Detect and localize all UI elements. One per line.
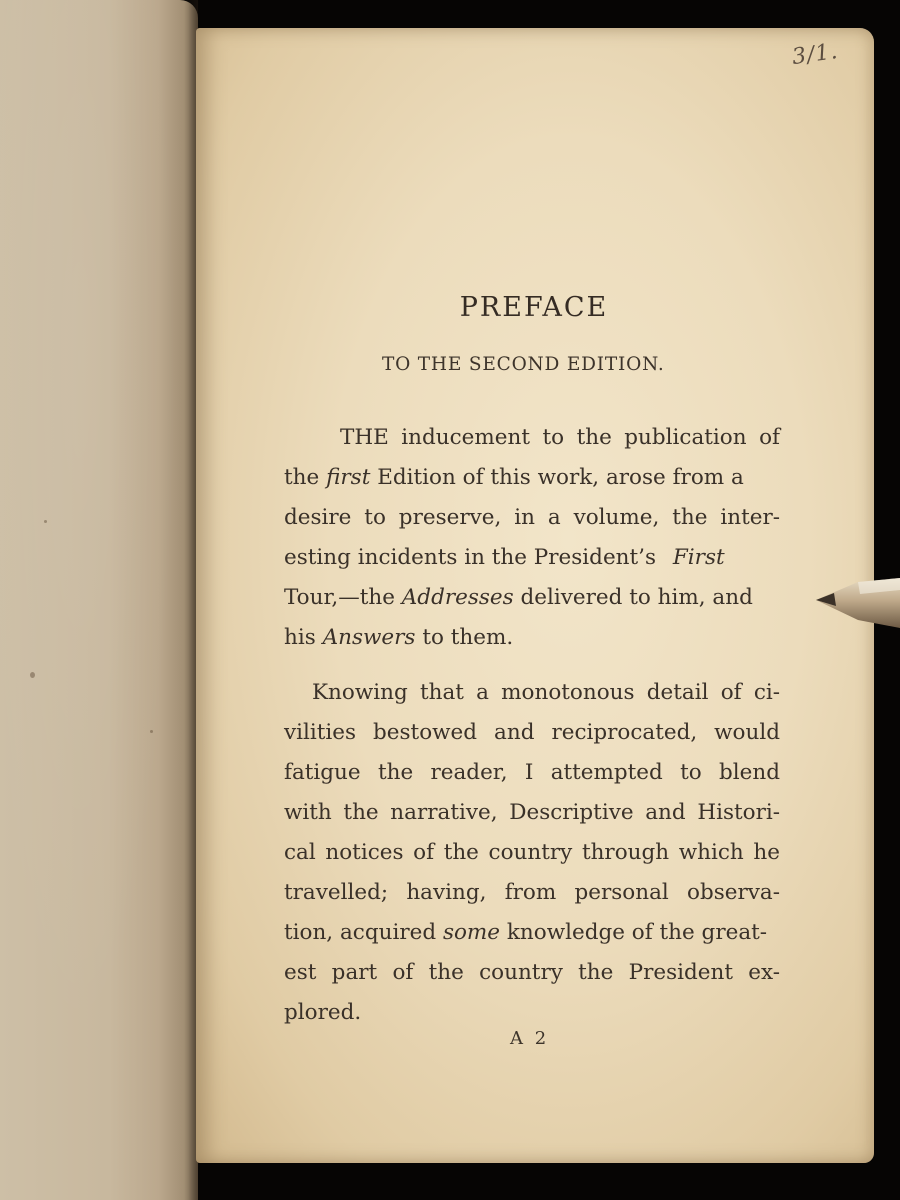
text-run: to them. [422, 625, 514, 650]
pencil-tip-icon [814, 576, 900, 630]
paragraph-2-line-1: Knowing that a monotonous detail of ci- [312, 680, 780, 705]
text-run: the [284, 465, 320, 490]
foxing-spot [44, 520, 47, 523]
paragraph-2-line-8: est part of the country the President ex- [284, 960, 780, 985]
emphasis-text: first [326, 465, 371, 490]
paragraph-2-line-3: fatigue the reader, I attempted to blend [284, 760, 780, 785]
emphasis-text: some [442, 920, 501, 945]
page-title: PREFACE [459, 292, 609, 323]
emphasis-text: Answers [322, 625, 416, 650]
paragraph-2-line-9: plored. [284, 1000, 362, 1025]
paragraph-1-line-1 [340, 423, 780, 453]
left-page [0, 0, 198, 1200]
paragraph-2-line-4: with the narrative, Descriptive and Histori- [284, 800, 780, 825]
text-run: his [284, 625, 316, 650]
handwritten-corner-mark: 3/1. [790, 38, 840, 71]
paragraph-2-line-5: cal notices of the country through which he [284, 840, 780, 865]
paragraph-1-line-3: desire to preserve, in a volume, the inter- [284, 505, 780, 530]
paragraph-1-line-4 [284, 543, 780, 573]
foxing-spot [150, 730, 153, 733]
emphasis-text: Addresses [401, 585, 514, 610]
signature-mark: A 2 [510, 1028, 550, 1049]
text-run: knowledge of the great- [506, 920, 768, 945]
paragraph-2-line-6: travelled; having, from personal observa- [284, 880, 780, 905]
text-run: THE inducement to the publication of [340, 425, 780, 450]
foxing-spot [30, 672, 35, 678]
paragraph-1-line-5 [284, 583, 780, 613]
paragraph-2-line-7 [284, 918, 780, 948]
paragraph-1-line-2 [284, 463, 780, 493]
paragraph-2-line-2: vilities bestowed and reciprocated, would [284, 720, 780, 745]
emphasis-text: First [672, 545, 725, 570]
page-subtitle: TO THE SECOND EDITION. [382, 354, 665, 375]
text-run: Edition of this work, arose from a [377, 465, 744, 490]
paragraph-1-line-6 [284, 623, 780, 653]
text-run: Tour,—the [284, 585, 395, 610]
text-run: esting incidents in the President’s [284, 545, 657, 570]
text-run: tion, acquired [284, 920, 437, 945]
text-run: delivered to him, and [520, 585, 753, 610]
